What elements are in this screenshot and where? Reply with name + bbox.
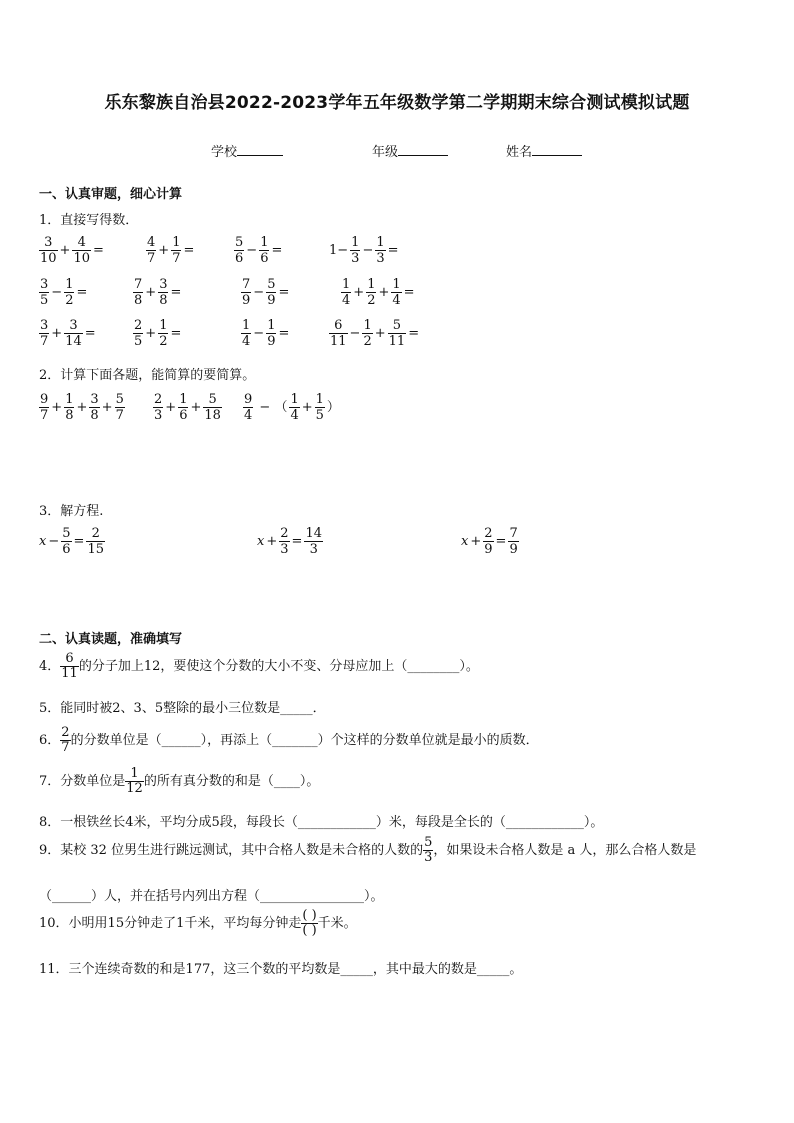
q1-expr: 1− $\frac{1}{3}$ − $\frac{1}{3}$ = xyxy=(329,235,399,266)
school-label: 学校 xyxy=(211,145,238,160)
section2-heading: 二、认真读题，准确填写 xyxy=(39,632,183,647)
q6-text: 的分数单位是（______），再添上（_______）个这样的分数单位就是最小的质数． xyxy=(70,733,539,748)
q4-fraction: $\frac{6}{11}$ xyxy=(61,651,78,681)
q9-text-b: ，如果设未合格人数是 a 人，那么合格人数是 xyxy=(433,843,697,858)
q10-text-a: 10．小明用15分钟走了1千米，平均每分钟走 xyxy=(39,916,302,931)
name-blank[interactable] xyxy=(532,143,582,156)
q4-number: 4． xyxy=(39,659,61,674)
school-field xyxy=(211,141,283,160)
q9-fraction: $\frac{5}{3}$ xyxy=(424,835,433,865)
q1-expr: $\frac{2}{5}$ + $\frac{1}{2}$ = xyxy=(134,318,182,349)
q1-expr: $\frac{7}{9}$ − $\frac{5}{9}$ = xyxy=(242,277,290,308)
q4 xyxy=(39,652,479,681)
q9-text-a: 9．某校 32 位男生进行跳远测试，其中合格人数是未合格的人数的 xyxy=(39,843,424,858)
q3-equation: x − $\frac{5}{6}$ = $\frac{2}{15}$ xyxy=(39,526,104,557)
grade-field xyxy=(372,141,448,160)
q10-text-b: 千米。 xyxy=(317,916,357,931)
name-label: 姓名 xyxy=(506,145,533,160)
section1-heading: 一、认真审题，细心计算 xyxy=(39,187,183,202)
q7-text-a: 7．分数单位是 xyxy=(39,774,126,789)
q11: 11．三个连续奇数的和是177，这三个数的平均数是_____，其中最大的数是_____。 xyxy=(39,962,523,977)
q6-number: 6． xyxy=(39,733,61,748)
q10 xyxy=(39,909,357,938)
q1-expr: $\frac{3}{5}$ − $\frac{1}{2}$ = xyxy=(40,277,88,308)
q3-prompt: 3．解方程. xyxy=(39,504,104,519)
q2-expr: $\frac{2}{3}$ + $\frac{1}{6}$ + $\frac{5}{18}$ xyxy=(154,392,221,423)
q8: 8．一根铁丝长4米，平均分成5段，每段长（____________）米，每段是全长的（____________）。 xyxy=(39,815,604,830)
q1-expr: $\frac{6}{11}$ − $\frac{1}{2}$ + $\frac{5}{11}$ = xyxy=(330,318,420,349)
q1-expr: $\frac{7}{8}$ + $\frac{3}{8}$ = xyxy=(134,277,182,308)
q5: 5．能同时被2、3、5整除的最小三位数是_____． xyxy=(39,701,326,716)
q1-expr: $\frac{3}{7}$ + $\frac{3}{14}$ = xyxy=(40,318,96,349)
q4-text: 的分子加上12，要使这个分数的大小不变、分母应加上（________）。 xyxy=(78,659,479,674)
q7 xyxy=(39,767,319,796)
grade-blank[interactable] xyxy=(398,143,448,156)
name-field xyxy=(506,141,582,160)
q2-expr: $\frac{9}{7}$ + $\frac{1}{8}$ + $\frac{3}{8}$ + $\frac{5}{7}$ xyxy=(40,392,124,423)
school-blank[interactable] xyxy=(237,143,283,156)
q10-fraction: $\frac{( )}{( )}$ xyxy=(302,908,317,938)
q1-expr: $\frac{5}{6}$ − $\frac{1}{6}$ = xyxy=(235,235,283,266)
q3-equation: x + $\frac{2}{3}$ = $\frac{14}{3}$ xyxy=(257,526,322,557)
q7-fraction: $\frac{1}{12}$ xyxy=(126,766,143,796)
page-title: 乐东黎族自治县2022-2023学年五年级数学第二学期期末综合测试模拟试题 xyxy=(104,93,690,113)
grade-label: 年级 xyxy=(372,145,399,160)
q6 xyxy=(39,726,539,755)
q1-prompt: 1．直接写得数． xyxy=(39,213,139,228)
q2-prompt: 2．计算下面各题，能简算的要简算。 xyxy=(39,368,256,383)
q1-expr: $\frac{1}{4}$ − $\frac{1}{9}$ = xyxy=(242,318,290,349)
q9-line2: （______）人，并在括号内列出方程（________________）。 xyxy=(39,889,384,904)
q7-text-b: 的所有真分数的和是（____）。 xyxy=(143,774,320,789)
q1-expr: $\frac{3}{10}$ + $\frac{4}{10}$ = xyxy=(40,235,104,266)
q1-expr: $\frac{4}{7}$ + $\frac{1}{7}$ = xyxy=(147,235,195,266)
q6-fraction: $\frac{2}{7}$ xyxy=(61,725,70,755)
q3-equation: x + $\frac{2}{9}$ = $\frac{7}{9}$ xyxy=(461,526,518,557)
q2-expr: $\frac{9}{4}$ − （ $\frac{1}{4}$ + $\frac{1}{5}$ ） xyxy=(244,392,340,423)
q1-expr: $\frac{1}{4}$ + $\frac{1}{2}$ + $\frac{1}{4}$ = xyxy=(342,277,415,308)
q9 xyxy=(39,836,696,865)
